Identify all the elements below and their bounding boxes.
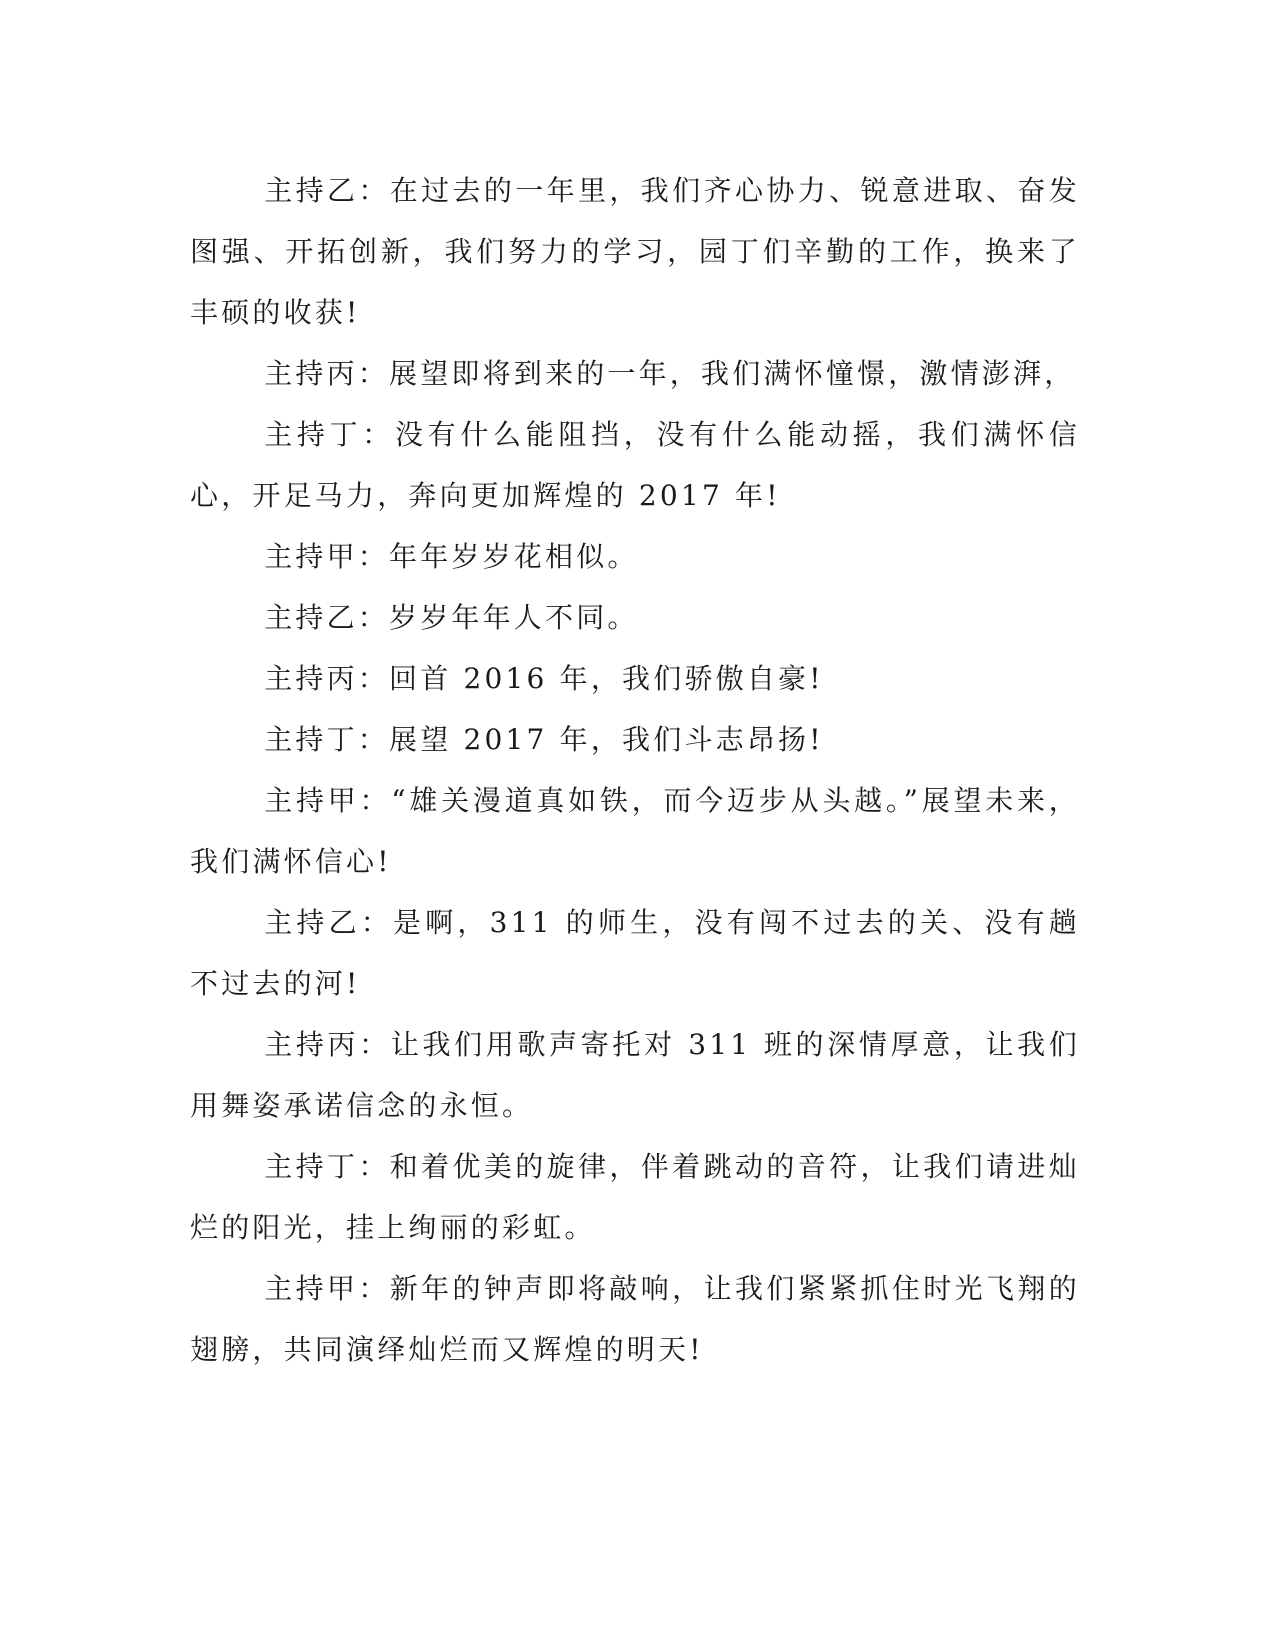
paragraph: 主持甲：年年岁岁花相似。: [264, 540, 639, 573]
paragraph: 主持甲：“雄关漫道真如铁，而今迈步从头越。”展望未来，我们满怀信心!: [190, 784, 1080, 878]
paragraph: 主持甲：新年的钟声即将敲响，让我们紧紧抓住时光飞翔的翅膀，共同演绎灿烂而又辉煌的明天!: [190, 1272, 1080, 1366]
paragraph: 主持丁：展望 2017 年，我们斗志昂扬!: [264, 723, 824, 756]
paragraph: 主持丁：没有什么能阻挡，没有什么能动摇，我们满怀信心，开足马力，奔向更加辉煌的 2017 年!: [190, 418, 1080, 512]
document-body: [190, 160, 1080, 1380]
paragraph: 主持丙：回首 2016 年，我们骄傲自豪!: [264, 662, 824, 695]
paragraph: 主持丙：展望即将到来的一年，我们满怀憧憬，激情澎湃，: [264, 357, 1076, 390]
paragraph: 主持乙：在过去的一年里，我们齐心协力、锐意进取、奋发图强、开拓创新，我们努力的学习，园丁们辛勤的工作，换来了丰硕的收获!: [190, 174, 1080, 329]
paragraph: 主持乙：岁岁年年人不同。: [264, 601, 639, 634]
paragraph: 主持乙：是啊，311 的师生，没有闯不过去的关、没有趟不过去的河!: [190, 906, 1080, 1000]
paragraph: 主持丙：让我们用歌声寄托对 311 班的深情厚意，让我们用舞姿承诺信念的永恒。: [190, 1028, 1080, 1122]
paragraph: 主持丁：和着优美的旋律，伴着跳动的音符，让我们请进灿烂的阳光，挂上绚丽的彩虹。: [190, 1150, 1080, 1244]
